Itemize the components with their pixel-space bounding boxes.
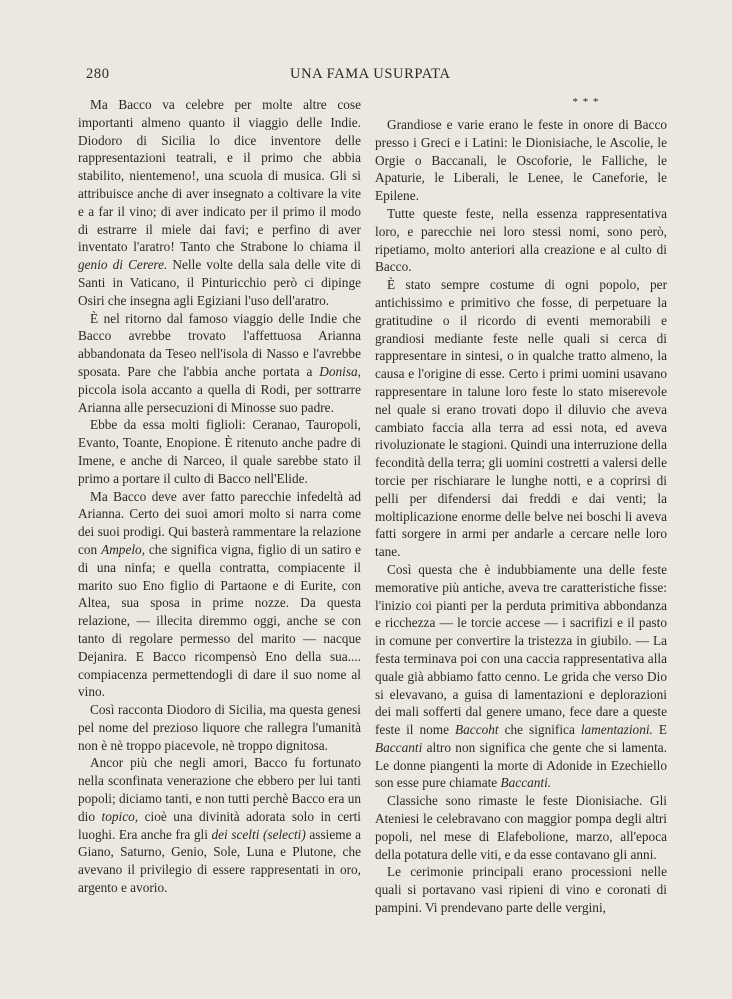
- paragraph: Così questa che è indubbiamente una delle feste memorative più antiche, aveva tre caratteristiche fisse: l'inizio coi pianti per la perduta primitiva abbondanza e ricchezza — le torcie accese — i sacrifizi e il pasto in comune per convertire la tristezza in giubilo. — La festa terminava poi con una caccia rappresentativa alla quale già abbiamo fatto cenno. Le grida che verso Dio si elevavano, a guisa di lamentazioni e deplorazioni dei mali sofferti dal genere umano, fece dare a queste feste il nome Baccoht che significa lamentazioni. E Baccanti altro non significa che gente che si lamenta. Le donne piangenti la morte di Adonide in Ezechiello son esse pure chiamate Baccanti.: [375, 561, 667, 791]
- paragraph: Ma Bacco deve aver fatto parecchie infedeltà ad Arianna. Certo dei suoi amori molto si narra come dei suoi prodigi. Qui basterà rammentare la relazione con Ampelo, che significa vigna, figlio di un satiro e di una ninfa; e quella contratta, compiacente il marito suo Eno figlio di Partaone e di Eurite, con Altea, sua sposa in prime nozze. Da questa relazione, — illecita diremmo oggi, anche se con tanto di regolare permesso del marito — nacque Dejanira. E Bacco ricompensò Eno della sua.... compiacenza permettendogli di dare il suo nome al vino.: [78, 488, 361, 700]
- paragraph: È nel ritorno dal famoso viaggio delle Indie che Bacco avrebbe trovato l'affettuosa Arianna abbandonata da Teseo nell'isola di Nasso e l'avrebbe sposata. Pare che l'abbia anche portata a Donisa, piccola isola accanto a quella di Rodi, per sottrarre Arianna alle persecuzioni di Minosse suo padre.: [78, 310, 361, 415]
- paragraph: Così racconta Diodoro di Sicilia, ma questa genesi pel nome del prezioso liquore che rallegra l'umanità non è nè troppo piacevole, nè troppo dignitosa.: [78, 702, 361, 753]
- right-column: [375, 96, 667, 917]
- paragraph: Tutte queste feste, nella essenza rappresentativa loro, e parecchie nei loro stessi nomi, sono però, ripetiamo, molto anteriori alla creazione e al culto di Bacco.: [375, 205, 667, 275]
- paragraph: Classiche sono rimaste le feste Dionisiache. Gli Ateniesi le celebravano con maggior pompa degli altri popoli, nel mese di Elafebolione, marzo, all'epoca della potatura delle viti, e da esse contavano gli anni.: [375, 793, 667, 862]
- paragraph: Le cerimonie principali erano processioni nelle quali si portavano vasi ripieni di vino e coronati di pampini. Vi prendevano parte delle vergini,: [375, 864, 667, 916]
- paragraph: Ma Bacco va celebre per molte altre cose importanti almeno quanto il viaggio delle Indie. Diodoro di Sicilia lo dice inventore delle rappresentazioni teatrali, e il primo che abbia stabilito, nientemeno!, una scuola di musica. Gli si attribuisce anche di aver insegnato a coltivare la vite e a far il vino; di aver indicato per il primo il modo di estrarre il miele dai favi; e perfino di aver inventato l'aratro! Tanto che Strabone lo chiama il genio di Cerere. Nelle volte della sala delle vite di Santi in Vaticano, il Pinturicchio però ci dipinge Osiri che insegna agli Egiziani l'uso dell'aratro.: [78, 97, 361, 308]
- paragraph: Ancor più che negli amori, Bacco fu fortunato nella sconfinata venerazione che ebbero per lui tanti popoli; diciamo tanti, e non tutti perchè Bacco era un dio topico, cioè una divinità adorata solo in certi luoghi. Era anche fra gli dei scelti (selecti) assieme a Giano, Saturno, Genio, Sole, Luna e Plutone, che avevano il privilegio di essere rappresentati in oro, argento e avorio.: [78, 755, 361, 896]
- paragraph: È stato sempre costume di ogni popolo, per antichissimo e primitivo che fosse, di perpetuare la gratitudine o il ricordo di eventi memorabili e grandiosi mediante feste nelle quali si cerca di rappresentare in sintesi, o in qualche tratto almeno, la causa e l'origine di esse. Certo i primi uomini usavano rappresentare in talune loro feste lo stato miserevole nel quale si erano trovati dopo il diluvio che aveva cambiato faccia alla terra ad essi nota, ed aveva rivoluzionate le stagioni. Quindi una interruzione della fecondità della terra; gli uomini costretti a valersi delle torcie per rischiarare le lunghe notti, e a coprirsi di pelli per difendersi dai freddi e dai venti; la moltiplicazione enorme delle belve nei boschi li aveva fatti sorgere in armi per andarle a cercare nelle loro tane.: [375, 277, 667, 560]
- paragraph: Ebbe da essa molti figlioli: Ceranao, Tauropoli, Evanto, Toante, Enopione. È ritenuto anche padre di Imene, e anche di Narceo, il quale sarebbe stato il primo a portare il culto di Bacco nell'Elide.: [78, 417, 361, 486]
- page-header: [0, 66, 732, 86]
- section-separator: * * *: [572, 96, 600, 108]
- running-title: UNA FAMA USURPATA: [290, 66, 451, 82]
- paragraph: Grandiose e varie erano le feste in onore di Bacco presso i Greci e i Latini: le Dionisiache, le Ascolie, le Orgie o Baccanali, le Oscoforie, le Falliche, le Apaturie, le Liberali, le Lenee, le Caneforie, le Epilene.: [375, 117, 667, 204]
- left-column: [78, 96, 361, 897]
- page-number: 280: [86, 66, 110, 82]
